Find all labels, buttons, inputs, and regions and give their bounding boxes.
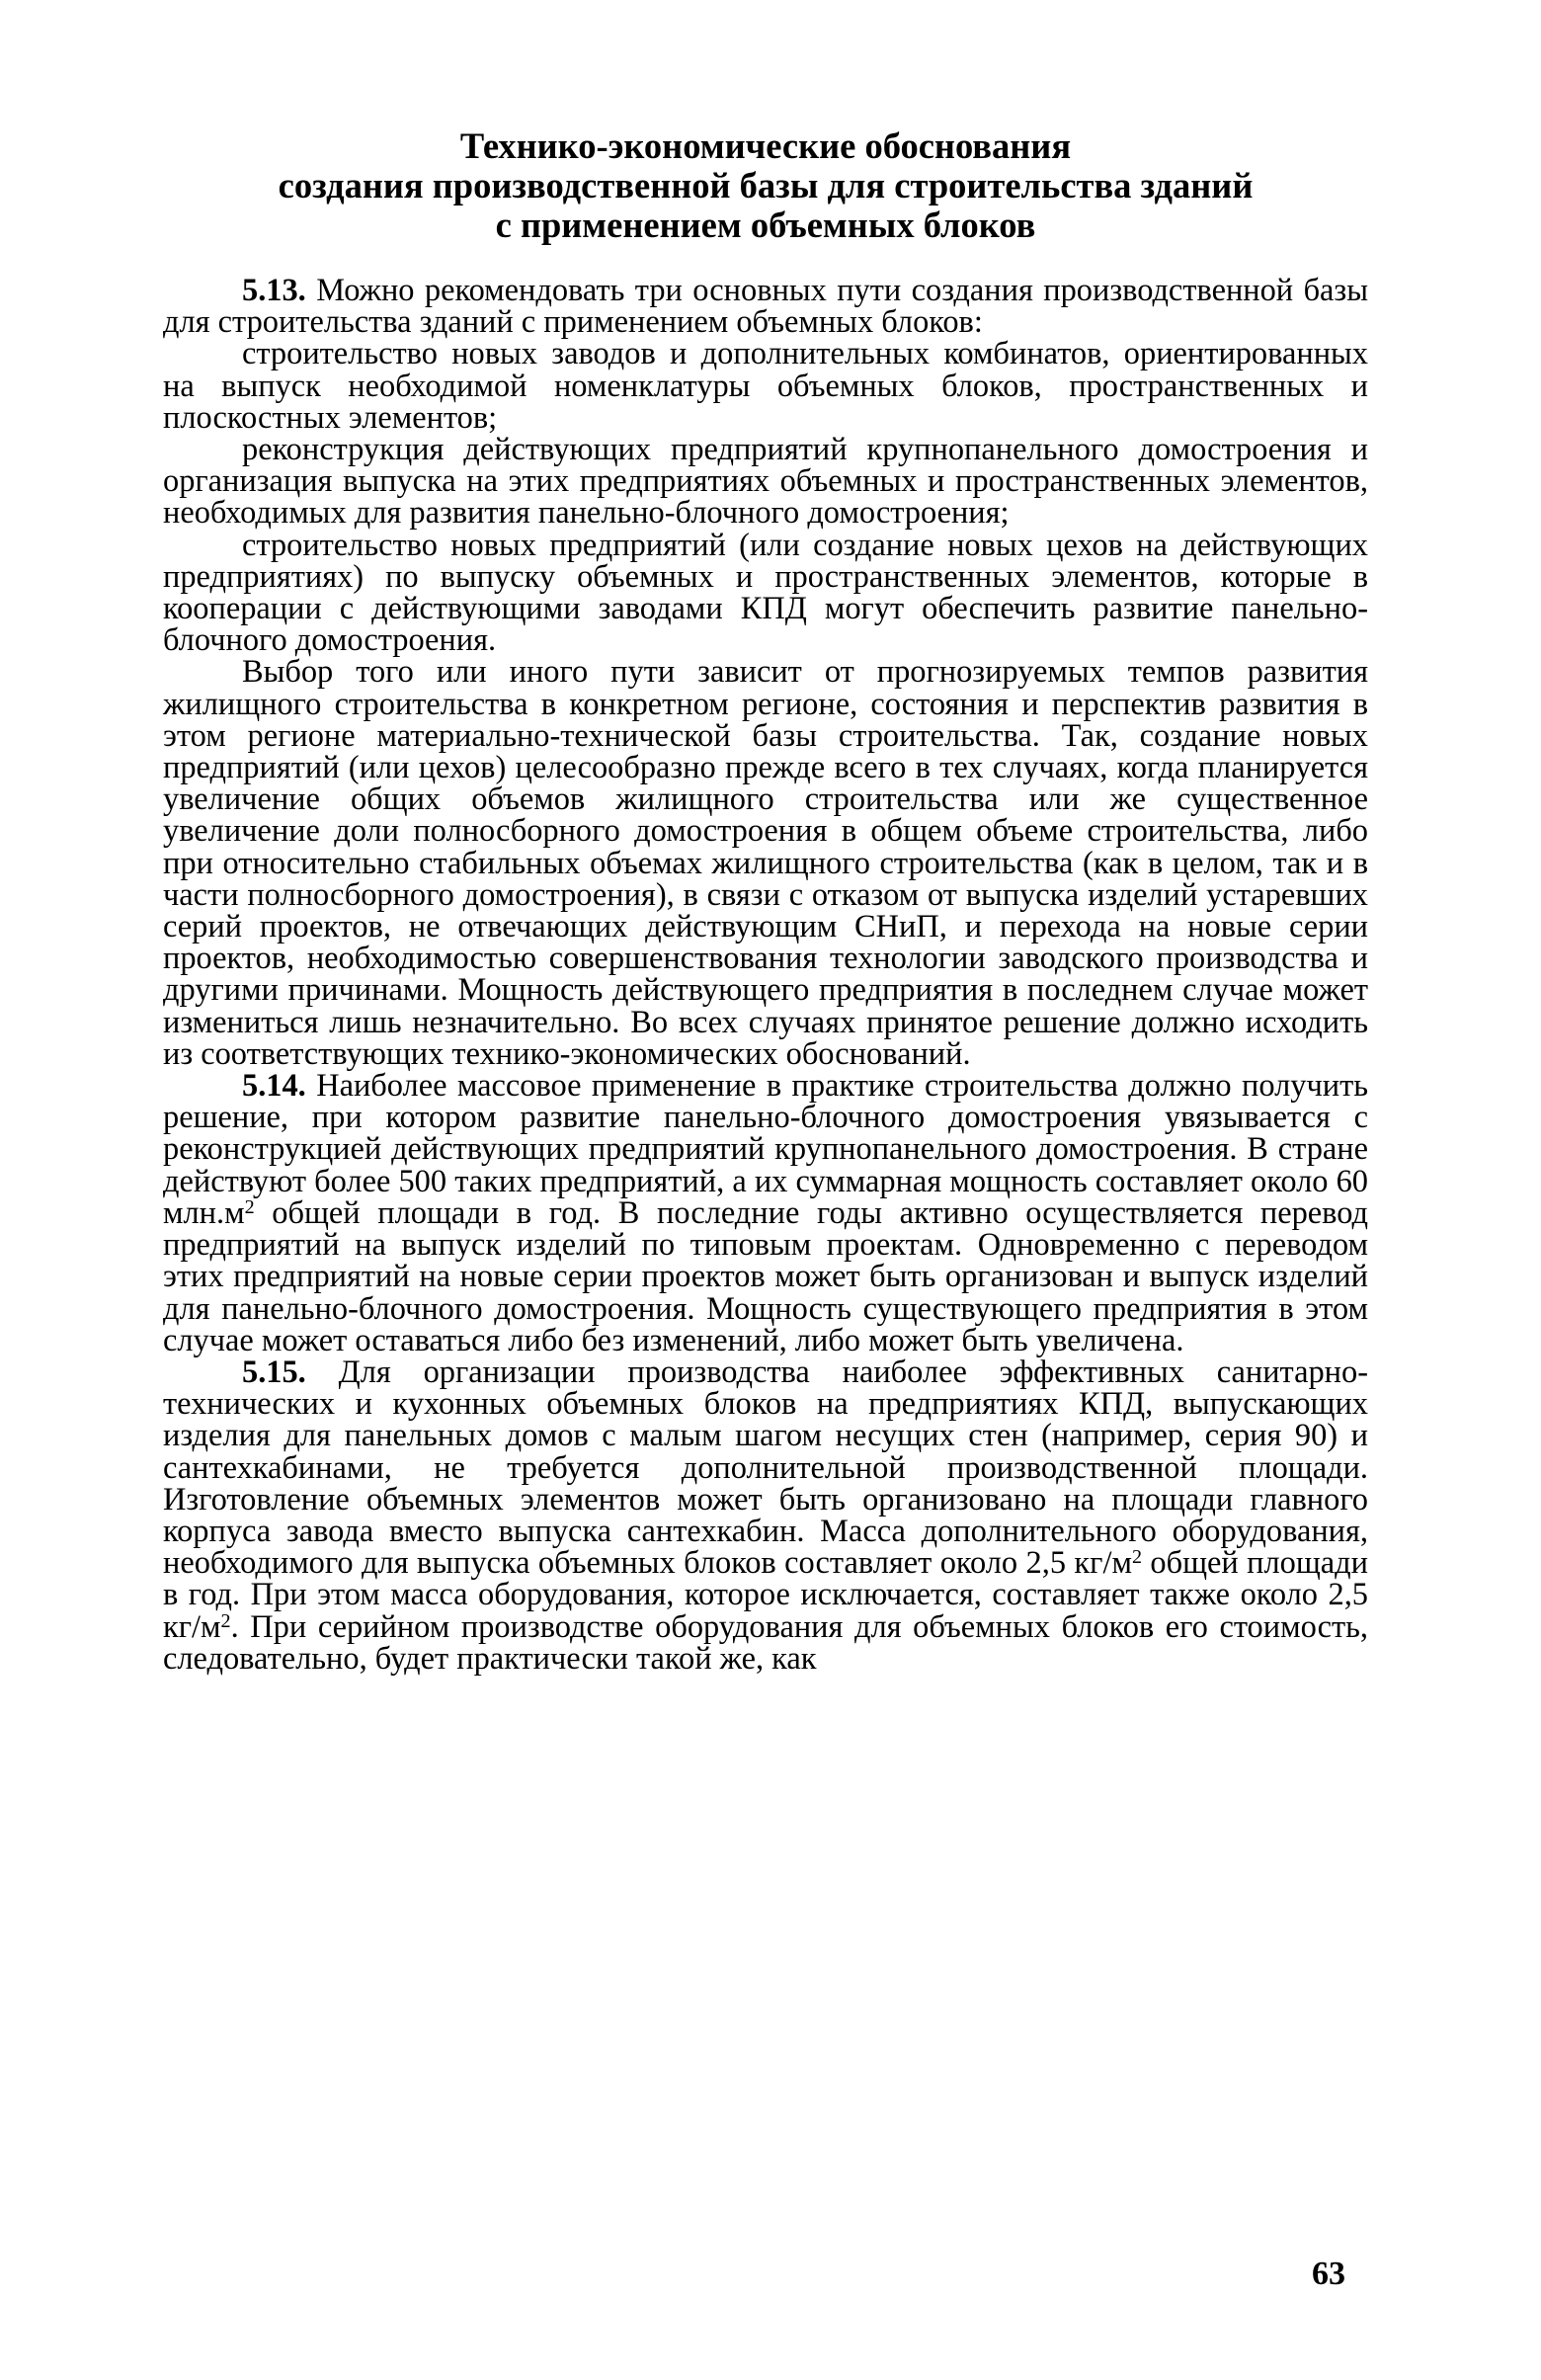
- page-number: 63: [1312, 2256, 1345, 2292]
- section-number: 5.14.: [242, 1068, 306, 1105]
- superscript: 2: [220, 1609, 231, 1632]
- paragraph-5-14: [163, 1070, 1368, 1356]
- title-line-1: Технико-экономические обоснования: [459, 125, 1072, 166]
- paragraph-text: Для организации производства наиболее эффективных санитарно-технических и кухонных объемных блоков на предприятиях КПД, выпускающих изделия для панельных домов с малым шагом несущих стен (например, серия 90) и сантехкабинами, не требуется дополнительной производственной площади. Изготовление объемных элементов может быть организовано на площади главного корпуса завода вместо выпуска сантехкабин. Масса дополнительного оборудования, необходимого для выпуска объемных блоков составляет около 2,5 кг/м: [163, 1354, 1368, 1582]
- paragraph-text: . При серийном производстве оборудования для объемных блоков его стоимость, следовательно, будет практически такой же, как: [163, 1608, 1368, 1677]
- paragraph-5-13: [163, 273, 1368, 341]
- document-title: [163, 126, 1368, 245]
- superscript: 2: [1131, 1546, 1142, 1569]
- paragraph-5-15: [163, 1356, 1368, 1675]
- page-body: [163, 126, 1368, 1675]
- title-line-3: с применением объемных блоков: [495, 205, 1036, 245]
- paragraph-path-choice: Выбор того или иного пути зависит от прогнозируемых темпов развития жилищного строительства в конкретном регионе, состояния и перспектив развития в этом регионе материально-технической базы строительства. Так, создание новых предприятий (или цехов) целесообразно прежде всего в тех случаях, когда планируется увеличение общих объемов жилищного строительства или же существенное увеличение доли полносборного домостроения в общем объеме строительства, либо при относительно стабильных объемах жилищного строительства (как в целом, так и в части полносборного домостроения), в связи с отказом от выпуска изделий устаревших серий проектов, не отвечающих действующим СНиП, и перехода на новые серии проектов, необходимостью совершенствования технологии заводского производства и другими причинами. Мощность действующего предприятия в последнем случае может измениться лишь незначительно. Во всех случаях принятое решение должно исходить из соответствующих технико-экономических обоснований.: [163, 654, 1368, 1072]
- title-line-2: создания производственной базы для строительства зданий: [278, 165, 1254, 205]
- paragraph-text: Наиболее массовое применение в практике строительства должно получить решение, при котором развитие панельно-блочного домостроения увязывается с реконструкцией действующих предприятий крупнопанельного домостроения. В стране действуют более 500 таких предприятий, а их суммарная мощность составляет около 60 млн.м: [163, 1068, 1368, 1231]
- list-item: строительство новых заводов и дополнительных комбинатов, ориентированных на выпуск необходимой номенклатуры объемных блоков, пространственных и плоскостных элементов;: [163, 336, 1368, 436]
- paragraph-text: общей площади в год. В последние годы активно осуществляется перевод предприятий на выпуск изделий по типовым проектам. Одновременно с переводом этих предприятий на новые серии проектов может быть организован и выпуск изделий для панельно-блочного домостроения. Мощность существующего предприятия в этом случае может оставаться либо без изменений, либо может быть увеличена.: [163, 1194, 1368, 1358]
- superscript: 2: [244, 1195, 255, 1218]
- section-number: 5.15.: [242, 1354, 306, 1390]
- paragraph-text: Можно рекомендовать три основных пути создания производственной базы для строительства зданий с применением объемных блоков:: [163, 273, 1368, 341]
- list-item: строительство новых предприятий (или создание новых цехов на действующих предприятиях) по выпуску объемных и пространственных элементов, которые в кооперации с действующими заводами КПД могут обеспечить развитие панельно-блочного домостроения.: [163, 527, 1368, 659]
- section-number: 5.13.: [242, 273, 306, 308]
- paragraph-text: общей площади в год. При этом масса оборудования, которое исключается, составляет также около 2,5 кг/м: [163, 1545, 1368, 1645]
- list-item: реконструкция действующих предприятий крупнопанельного домостроения и организация выпуска на этих предприятиях объемных и пространственных элементов, необходимых для развития панельно-блочного домостроения;: [163, 432, 1368, 532]
